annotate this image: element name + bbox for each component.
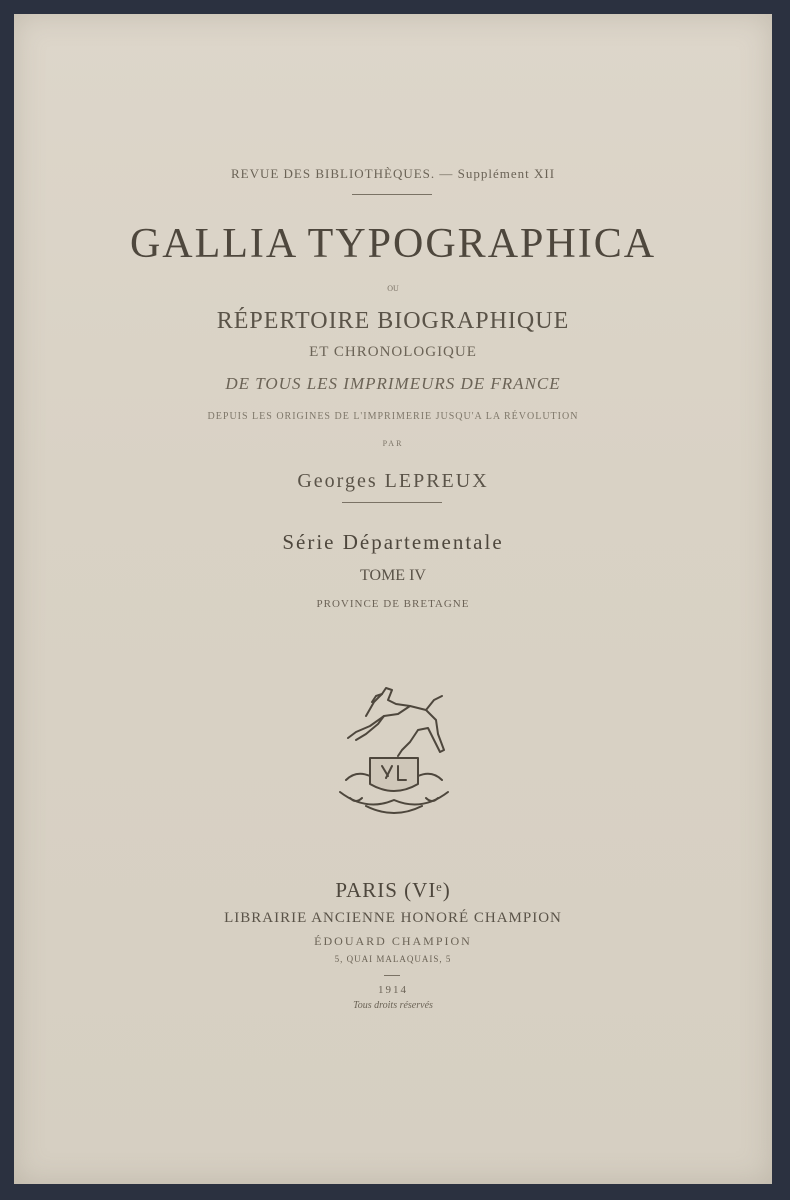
subtitle-depuis: DEPUIS LES ORIGINES DE L'IMPRIMERIE JUSQU'A LA RÉVOLUTION [207,411,579,422]
ou-word: OU [387,284,399,293]
subtitle-chronologique: ET CHRONOLOGIQUE [309,344,477,360]
serie-heading: Série Départementale [282,530,504,554]
imprint-address: 5, QUAI MALAQUAIS, 5 [334,954,452,964]
imprint-librairie: LIBRAIRIE ANCIENNE HONORÉ CHAMPION [224,910,562,926]
series-rule [352,194,432,195]
par-word: PAR [382,439,404,448]
book-cover [14,14,772,1184]
tome-number: TOME IV [360,567,426,584]
province-name: PROVINCE DE BRETAGNE [316,598,470,610]
imprint-year: 1914 [378,984,408,996]
imprint-city: PARIS (VIᵉ) [335,878,451,902]
subtitle-repertoire: RÉPERTOIRE BIOGRAPHIQUE [216,308,570,334]
horse-printer-mark-icon [326,680,454,820]
imprint-rights: Tous droits réservés [353,1000,433,1011]
author-rule [342,502,442,503]
author-name: Georges LEPREUX [297,470,489,492]
series-line: REVUE DES BIBLIOTHÈQUES. — Supplément XII [230,166,556,181]
imprint-rule [384,975,400,976]
imprint-editor: ÉDOUARD CHAMPION [314,934,472,948]
book-title: GALLIA TYPOGRAPHICA [129,221,657,267]
subtitle-imprimeurs: DE TOUS LES IMPRIMEURS DE FRANCE [225,374,561,393]
